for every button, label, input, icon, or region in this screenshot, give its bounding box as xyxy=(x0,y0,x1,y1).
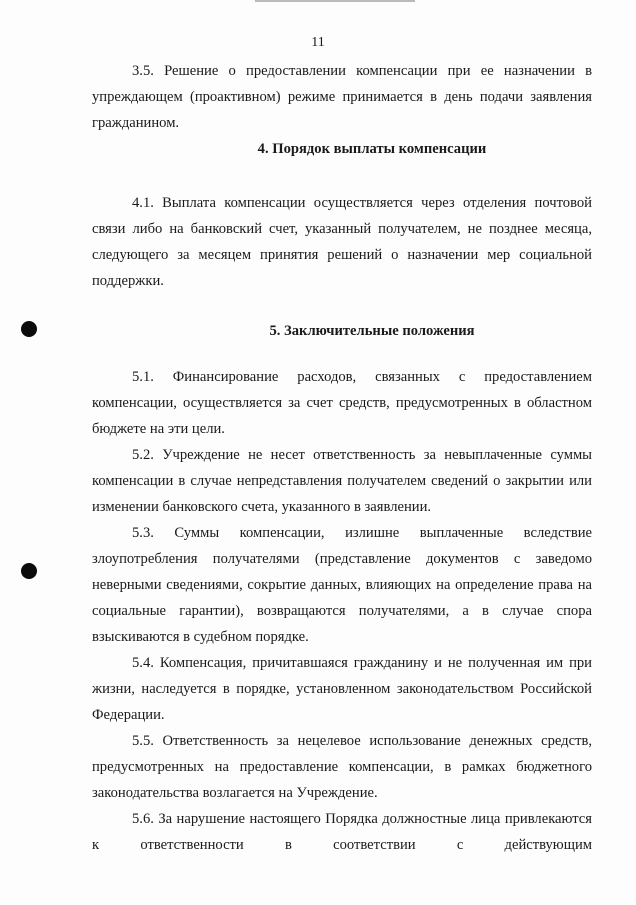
scan-edge-mark xyxy=(255,0,415,2)
punch-hole-bottom xyxy=(21,563,37,579)
paragraph-5-2: 5.2. Учреждение не несет ответственность за невыплаченные суммы компенсации в случае непредставления получателем сведений о закрытии или изменении банковского счета, указанного в заявлении. xyxy=(92,447,592,515)
paragraph-3-5: 3.5. Решение о предоставлении компенсации при ее назначении в упреждающем (проактивном) режиме принимается в день подачи заявления гражданином. xyxy=(92,63,592,131)
paragraph-5-6: 5.6. За нарушение настоящего Порядка должностные лица привлекаются к ответственности в соответствии с действующим xyxy=(92,811,592,853)
paragraph-5-1: 5.1. Финансирование расходов, связанных с предоставлением компенсации, осуществляется за счет средств, предусмотренных в областном бюджете на эти цели. xyxy=(92,369,592,437)
page-number: 11 xyxy=(311,35,325,50)
paragraph-5-3: 5.3. Суммы компенсации, излишне выплаченные вследствие злоупотребления получателями (представление документов с заведомо неверными сведениями, сокрытие данных, влияющих на определение права на социальные гарантии), возвращаются получателями, а в случае спора взыскиваются в судебном порядке. xyxy=(92,525,592,645)
document-body xyxy=(92,58,592,858)
punch-hole-top xyxy=(21,321,37,337)
section-heading-5: 5. Заключительные положения xyxy=(269,323,475,339)
paragraph-5-4: 5.4. Компенсация, причитавшаяся гражданину и не полученная им при жизни, наследуется в порядке, установленном законодательством Российской Федерации. xyxy=(92,655,592,723)
paragraph-4-1: 4.1. Выплата компенсации осуществляется через отделения почтовой связи либо на банковский счет, указанный получателем, не позднее месяца, следующего за месяцем принятия решений о назначении мер социальной поддержки. xyxy=(92,195,592,289)
paragraph-5-5: 5.5. Ответственность за нецелевое использование денежных средств, предусмотренных на предоставление компенсации, в рамках бюджетного законодательства возлагается на Учреждение. xyxy=(92,733,592,801)
section-heading-4: 4. Порядок выплаты компенсации xyxy=(257,141,487,157)
